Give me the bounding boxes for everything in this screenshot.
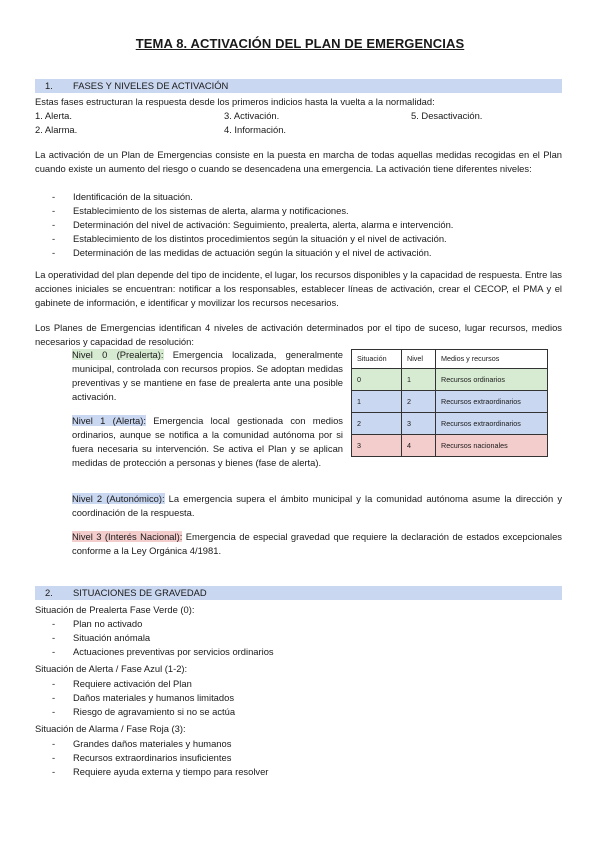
phase-item: 1. Alerta. <box>35 110 73 121</box>
table-cell: Recursos ordinarios <box>436 369 548 391</box>
red-situation-title: Situación de Alarma / Fase Roja (3): <box>35 723 186 734</box>
phases-intro: Estas fases estructuran la respuesta desde los primeros indicios hasta la vuelta a la normalidad: <box>35 96 435 107</box>
blue-situation-title: Situación de Alerta / Fase Azul (1-2): <box>35 663 188 674</box>
list-item: - Grandes daños materiales y humanos <box>52 738 232 749</box>
table-cell: Recursos nacionales <box>436 435 548 457</box>
table-row <box>352 369 548 391</box>
list-item: - Identificación de la situación. <box>52 191 193 202</box>
list-item: - Daños materiales y humanos limitados <box>52 692 235 703</box>
red-situation-list <box>35 737 268 779</box>
blue-situation-list <box>35 677 235 719</box>
table-cell: 0 <box>352 369 402 391</box>
table-row <box>352 435 548 457</box>
table-cell: 1 <box>352 391 402 413</box>
level-3-description: Nivel 3 (Interés Nacional): Emergencia de especial gravedad que requiere la declaración de estados excepcionales conforme a la Ley Orgánica 4/1981. <box>72 531 562 556</box>
table-cell: 4 <box>402 435 436 457</box>
phase-item: 3. Activación. <box>224 110 280 121</box>
list-item: - Requiere ayuda externa y tiempo para resolver <box>52 766 269 777</box>
level-0-description: Nivel 0 (Prealerta): Emergencia localizada, generalmente municipal, controlada con recursos propios. Se adoptan medidas preventivas y se mantiene en fase de prealerta ante una posible activación. <box>72 349 343 402</box>
level-2-description: Nivel 2 (Autonómico): La emergencia supera el ámbito municipal y la comunidad autónoma asume la dirección y coordinación de la respuesta. <box>72 493 563 518</box>
table-header-cell: Situación <box>352 350 402 369</box>
level-1-description: Nivel 1 (Alerta): Emergencia local gestionada con medios ordinarios, aunque se notifica a la comunidad autónoma por si fuera necesaria su intervención. Se activa el Plan y se aplican medidas de protección a personas y bienes (fase de alerta). <box>72 415 343 468</box>
list-item: - Riesgo de agravamiento si no se actúa <box>52 706 236 717</box>
list-item: - Determinación del nivel de activación: Seguimiento, prealerta, alerta, alarma e intervención. <box>52 219 454 230</box>
section-2-number: 2. <box>45 587 53 598</box>
level-0-label: Nivel 0 (Prealerta): <box>72 349 164 360</box>
activation-paragraph: La activación de un Plan de Emergencias consiste en la puesta en marcha de todas aquellas medidas recogidas en el Plan cuando existe un aumento del riesgo o cuando se desencadena una emergencia. La activación tiene diferentes niveles: <box>35 149 562 174</box>
level-2-label: Nivel 2 (Autonómico): <box>72 493 165 504</box>
list-item: - Establecimiento de los distintos procedimientos según la situación y el nivel de activación. <box>52 233 447 244</box>
section-1-heading <box>35 79 562 93</box>
phase-item: 2. Alarma. <box>35 124 78 135</box>
list-item: - Recursos extraordinarios insuficientes <box>52 752 232 763</box>
table-header-cell: Medios y recursos <box>436 350 548 369</box>
table-cell: 2 <box>352 413 402 435</box>
table-cell: Recursos extraordinarios <box>436 413 548 435</box>
list-item: - Plan no activado <box>52 618 143 629</box>
list-item: - Determinación de las medidas de actuación según la situación y el nivel de activación. <box>52 247 432 258</box>
list-item: - Situación anómala <box>52 632 151 643</box>
green-situation-list <box>35 617 274 659</box>
section-1-title: FASES Y NIVELES DE ACTIVACIÓN <box>73 80 229 91</box>
table-cell: 2 <box>402 391 436 413</box>
table-row <box>352 413 548 435</box>
table-cell: 1 <box>402 369 436 391</box>
table-cell: 3 <box>352 435 402 457</box>
list-item: - Requiere activación del Plan <box>52 678 192 689</box>
table-header-cell: Nivel <box>402 350 436 369</box>
table-header-row <box>352 350 548 369</box>
section-1-number: 1. <box>45 80 53 91</box>
table-row <box>352 391 548 413</box>
section-2-heading <box>35 586 562 600</box>
levels-intro: Los Planes de Emergencias identifican 4 niveles de activación determinados por el tipo de suceso, lugar recursos, medios necesarios y capacidad de resolución: <box>35 322 562 347</box>
page-title: TEMA 8. ACTIVACIÓN DEL PLAN DE EMERGENCIAS <box>135 36 465 51</box>
activation-list <box>35 190 453 260</box>
list-item: - Establecimiento de los sistemas de alerta, alarma y notificaciones. <box>52 205 349 216</box>
table-cell: 3 <box>402 413 436 435</box>
phase-item: 4. Información. <box>224 124 287 135</box>
section-2-title: SITUACIONES DE GRAVEDAD <box>73 587 207 598</box>
operativity-paragraph: La operatividad del plan depende del tipo de incidente, el lugar, los recursos disponibles y la capacidad de respuesta. Entre las acciones iniciales se encuentran: notificar a los responsables, establecer líneas de activación, crear el CECOP, el PMA y el gabinete de información, e identificar y movilizar los recursos necesarios. <box>35 269 562 308</box>
green-situation-title: Situación de Prealerta Fase Verde (0): <box>35 604 195 615</box>
list-item: - Actuaciones preventivas por servicios ordinarios <box>52 646 274 657</box>
table-cell: Recursos extraordinarios <box>436 391 548 413</box>
level-1-label: Nivel 1 (Alerta): <box>72 415 146 426</box>
level-3-label: Nivel 3 (Interés Nacional): <box>72 531 183 542</box>
levels-table <box>351 349 548 457</box>
phase-item: 5. Desactivación. <box>411 110 483 121</box>
